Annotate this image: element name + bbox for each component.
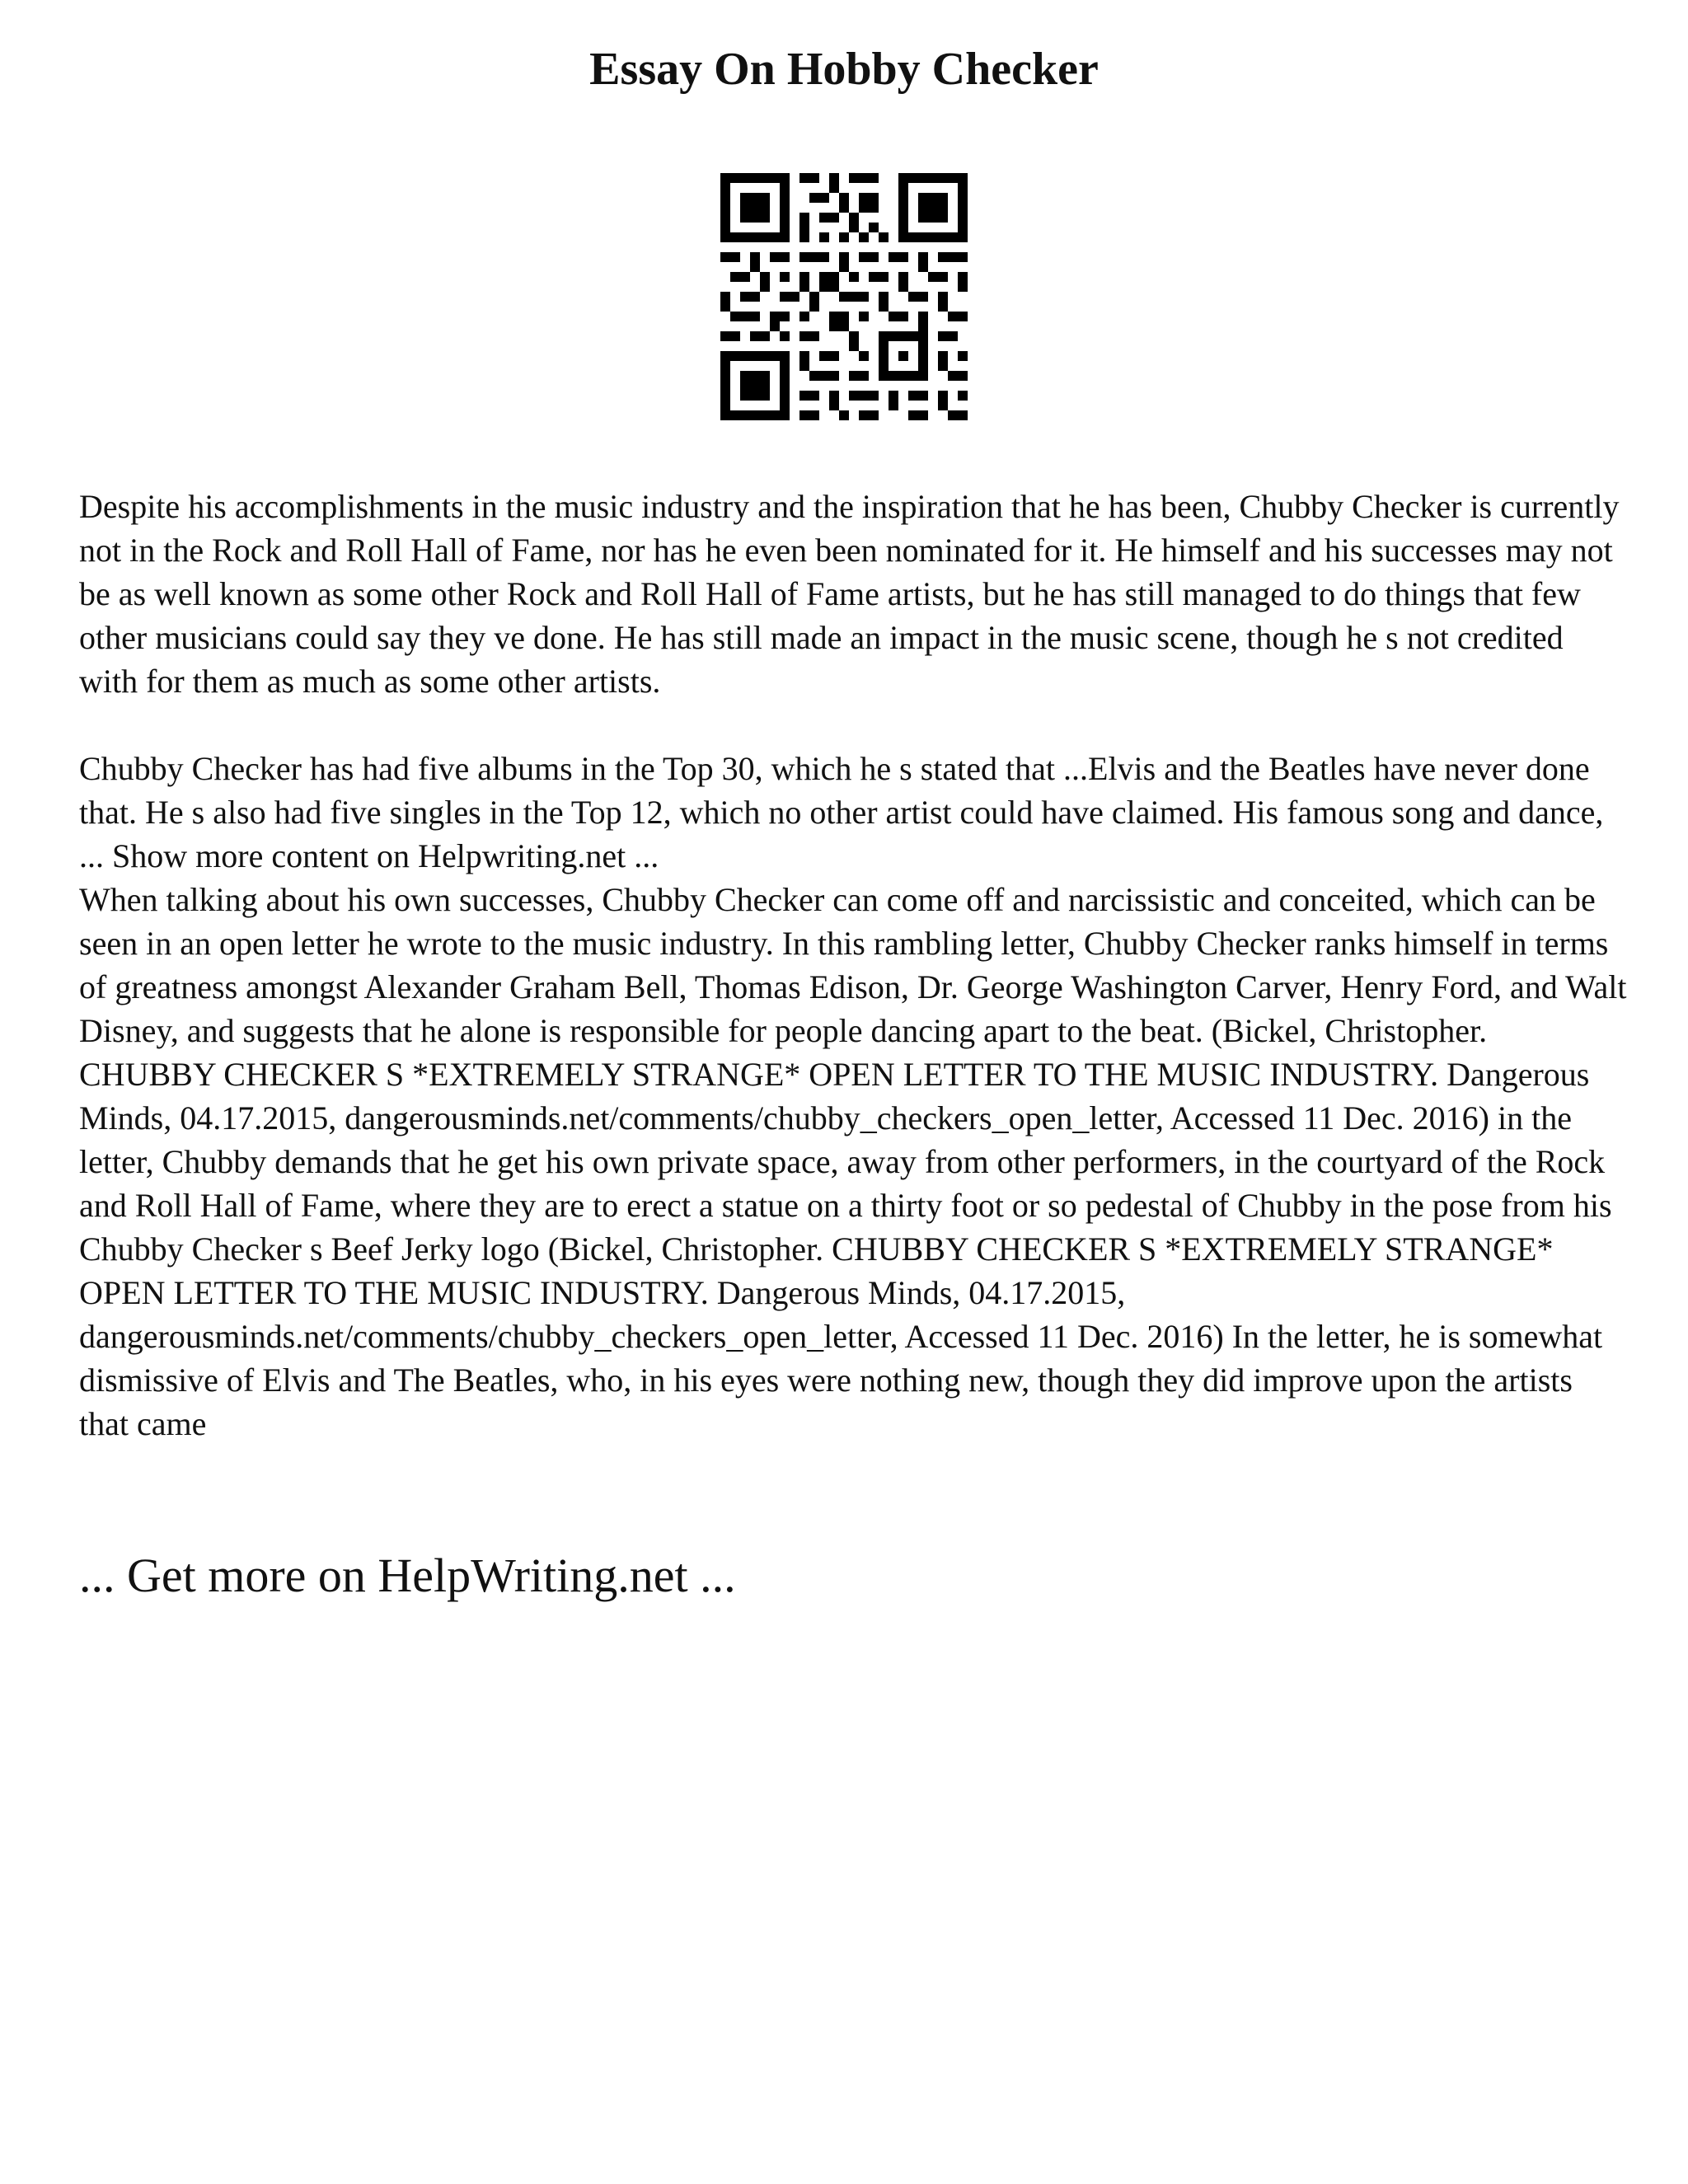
essay-paragraph: When talking about his own successes, Chubby Checker can come off and narcissistic and conceited, which can be seen in an open letter he wrote to the music industry. In this rambling letter, Chubby Checker ranks himself in terms of greatness amongst Alexander Graham Bell, Thomas Edison, Dr. George Washington Carver, Henry Ford, and Walt Disney, and suggests that he alone is responsible for people dancing apart to the beat. (Bickel, Christopher. CHUBBY CHECKER S *EXTREMELY STRANGE* OPEN LETTER TO THE MUSIC INDUSTRY. Dangerous Minds, 04.17.2015, dangerousminds.net/comments/chubby_checkers_open_letter, Accessed 11 Dec. 2016) in the letter, Chubby demands that he get his own private space, away from other performers, in the courtyard of the Rock and Roll Hall of Fame, where they are to erect a statue on a thirty foot or so pedestal of Chubby in the pose from his Chubby Checker s Beef Jerky logo (Bickel, Christopher. CHUBBY CHECKER S *EXTREMELY STRANGE* OPEN LETTER TO THE MUSIC INDUSTRY. Dangerous Minds, 04.17.2015, dangerousminds.net/comments/chubby_checkers_open_letter, Accessed 11 Dec. 2016) In the letter, he is somewhat dismissive of Elvis and The Beatles, who, in his eyes were nothing new, though they did improve upon the artists that came <box>79 881 1627 1442</box>
qr-code-icon <box>720 173 968 420</box>
page-title: Essay On Hobby Checker <box>589 44 1099 95</box>
essay-paragraph: Chubby Checker has had five albums in the Top 30, which he s stated that ...Elvis and the Beatles have never done that. He s also had five singles in the Top 12, which no other artist could have claimed. His famous song and dance, ... Show more content on Helpwriting.net ... <box>79 750 1604 874</box>
essay-paragraph: Despite his accomplishments in the music industry and the inspiration that he has been, Chubby Checker is currently not in the Rock and Roll Hall of Fame, nor has he even been nominated for it. He himself and his successes may not be as well known as some other Rock and Roll Hall of Fame artists, but he has still managed to do things that few other musicians could say they ve done. He has still made an impact in the music scene, though he s not credited with for them as much as some other artists. <box>79 488 1620 700</box>
get-more-link[interactable]: ... Get more on HelpWriting.net ... <box>79 1549 736 1602</box>
paragraph-spacer <box>79 703 1629 747</box>
essay-body <box>79 485 1629 1446</box>
